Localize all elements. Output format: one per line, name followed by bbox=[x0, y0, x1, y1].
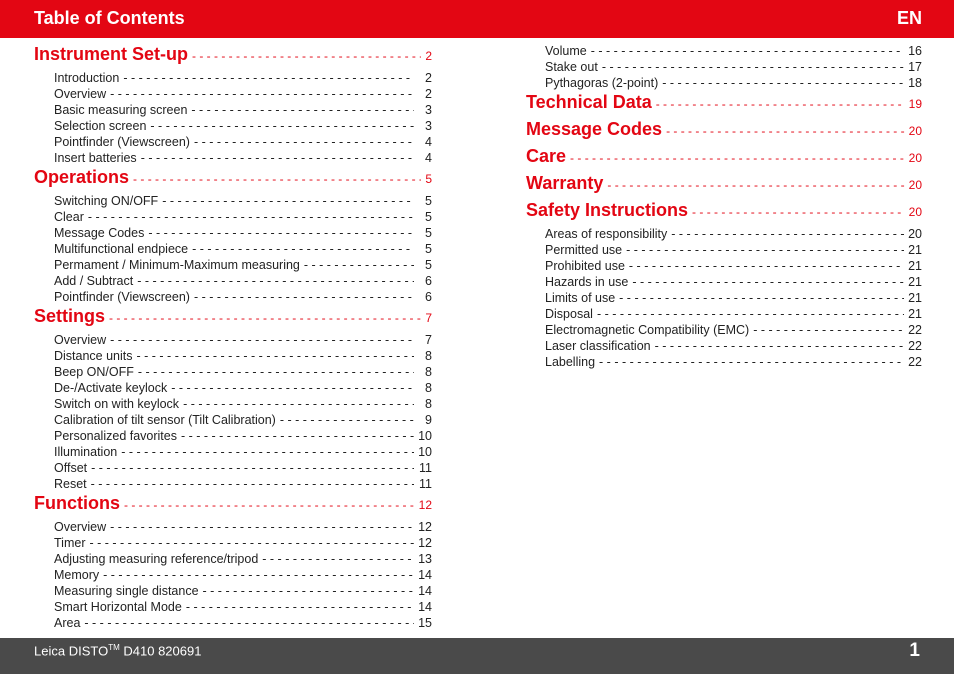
toc-entry[interactable] bbox=[34, 87, 432, 103]
toc-leader bbox=[110, 87, 414, 101]
toc-leader bbox=[655, 339, 904, 353]
toc-entry[interactable] bbox=[526, 243, 922, 259]
page-title: Table of Contents bbox=[34, 8, 185, 28]
toc-entry-title: Basic measuring screen bbox=[54, 103, 188, 117]
toc-entry-title: Overview bbox=[54, 520, 107, 534]
footer-bar bbox=[0, 638, 954, 674]
toc-leader bbox=[192, 49, 421, 63]
toc-leader bbox=[191, 103, 414, 117]
toc-section-heading[interactable] bbox=[34, 167, 432, 194]
toc-leader bbox=[656, 97, 905, 111]
toc-entry-title: De-/Activate keylock bbox=[54, 381, 168, 395]
toc-entry[interactable] bbox=[526, 307, 922, 323]
toc-section-page: 5 bbox=[425, 172, 432, 186]
toc-leader bbox=[150, 119, 414, 133]
toc-section-heading[interactable] bbox=[526, 119, 922, 146]
toc-leader bbox=[124, 498, 415, 512]
toc-entry-title: Limits of use bbox=[545, 291, 616, 305]
toc-entry-title: Personalized favorites bbox=[54, 429, 177, 443]
toc-entry-title: Memory bbox=[54, 568, 100, 582]
toc-section-page: 7 bbox=[425, 311, 432, 325]
toc-section-page: 20 bbox=[908, 151, 922, 165]
toc-entry[interactable] bbox=[34, 536, 432, 552]
toc-entry-title: Permitted use bbox=[545, 243, 623, 257]
toc-entry[interactable] bbox=[34, 290, 432, 306]
toc-leader bbox=[607, 178, 904, 192]
toc-entry-page: 13 bbox=[418, 552, 432, 566]
toc-right-column bbox=[526, 44, 922, 371]
product-name: Leica DISTO bbox=[34, 643, 109, 659]
toc-entry[interactable] bbox=[34, 445, 432, 461]
toc-entry-title: Laser classification bbox=[545, 339, 651, 353]
toc-section-title: Instrument Set-up bbox=[34, 44, 189, 64]
toc-section-title: Technical Data bbox=[526, 92, 652, 112]
toc-leader bbox=[262, 552, 414, 566]
toc-entry-title: Selection screen bbox=[54, 119, 147, 133]
toc-leader bbox=[599, 355, 904, 369]
header-bar bbox=[0, 0, 954, 38]
toc-leader bbox=[91, 461, 414, 475]
toc-entry[interactable] bbox=[34, 194, 432, 210]
toc-entry-page: 4 bbox=[425, 135, 432, 149]
toc-entry-title: Offset bbox=[54, 461, 88, 475]
model-number: D410 820691 bbox=[123, 643, 202, 659]
toc-entry[interactable] bbox=[34, 461, 432, 477]
toc-entry-title: Permament / Minimum-Maximum measuring bbox=[54, 258, 300, 272]
toc-leader bbox=[280, 413, 414, 427]
toc-entry-title: Pythagoras (2-point) bbox=[545, 76, 659, 90]
toc-leader bbox=[181, 429, 414, 443]
toc-entry[interactable] bbox=[34, 71, 432, 87]
toc-entry-page: 5 bbox=[425, 242, 432, 256]
toc-entry-page: 15 bbox=[418, 616, 432, 630]
toc-entry-page: 7 bbox=[425, 333, 432, 347]
toc-entry-title: Electromagnetic Compatibility (EMC) bbox=[545, 323, 750, 337]
toc-entry-page: 11 bbox=[419, 461, 432, 475]
toc-entry[interactable] bbox=[526, 76, 922, 92]
toc-section-title: Care bbox=[526, 146, 567, 166]
toc-entry[interactable] bbox=[34, 616, 432, 632]
toc-leader bbox=[183, 397, 414, 411]
toc-leader bbox=[304, 258, 414, 272]
toc-entry[interactable] bbox=[34, 349, 432, 365]
toc-leader bbox=[194, 290, 414, 304]
toc-entry-page: 21 bbox=[908, 259, 922, 273]
toc-entry-title: Smart Horizontal Mode bbox=[54, 600, 182, 614]
toc-entry[interactable] bbox=[34, 552, 432, 568]
toc-leader bbox=[133, 172, 421, 186]
toc-entry[interactable] bbox=[34, 381, 432, 397]
toc-entry[interactable] bbox=[526, 44, 922, 60]
toc-entry-title: Overview bbox=[54, 87, 107, 101]
toc-section-page: 12 bbox=[418, 498, 432, 512]
toc-entry-page: 9 bbox=[425, 413, 432, 427]
toc-entry-title: Areas of responsibility bbox=[545, 227, 668, 241]
toc-entry[interactable] bbox=[34, 151, 432, 167]
toc-entry-title: Switch on with keylock bbox=[54, 397, 180, 411]
toc-entry[interactable] bbox=[34, 584, 432, 600]
toc-entry-title: Message Codes bbox=[54, 226, 145, 240]
toc-entry-page: 2 bbox=[425, 87, 432, 101]
toc-entry-title: Distance units bbox=[54, 349, 133, 363]
toc-leader bbox=[671, 227, 904, 241]
toc-entry[interactable] bbox=[34, 103, 432, 119]
toc-entry-page: 11 bbox=[419, 477, 432, 491]
toc-entry-page: 8 bbox=[425, 381, 432, 395]
toc-leader bbox=[103, 568, 414, 582]
toc-entry-title: Timer bbox=[54, 536, 86, 550]
toc-section-heading[interactable] bbox=[526, 173, 922, 200]
toc-entry[interactable] bbox=[526, 275, 922, 291]
toc-entry-page: 8 bbox=[425, 349, 432, 363]
toc-entry-page: 18 bbox=[908, 76, 922, 90]
toc-section-page: 20 bbox=[908, 178, 922, 192]
toc-leader bbox=[602, 60, 904, 74]
toc-entry[interactable] bbox=[526, 339, 922, 355]
toc-entry-page: 5 bbox=[425, 194, 432, 208]
toc-entry[interactable] bbox=[34, 258, 432, 274]
toc-section-page: 20 bbox=[908, 205, 922, 219]
toc-leader bbox=[666, 124, 905, 138]
toc-section-title: Operations bbox=[34, 167, 130, 187]
toc-entry-page: 6 bbox=[425, 274, 432, 288]
toc-entry[interactable] bbox=[34, 226, 432, 242]
toc-entry[interactable] bbox=[526, 60, 922, 76]
toc-leader bbox=[629, 259, 904, 273]
toc-entry-title: Disposal bbox=[545, 307, 593, 321]
toc-section-heading[interactable] bbox=[526, 200, 922, 227]
toc-entry-page: 16 bbox=[908, 44, 922, 58]
footer-product-info bbox=[34, 643, 201, 658]
toc-entry-title: Measuring single distance bbox=[54, 584, 199, 598]
toc-entry-page: 3 bbox=[425, 103, 432, 117]
toc-section-heading[interactable] bbox=[34, 306, 432, 333]
toc-entry[interactable] bbox=[34, 365, 432, 381]
toc-entry-title: Insert batteries bbox=[54, 151, 137, 165]
toc-entry[interactable] bbox=[34, 333, 432, 349]
toc-entry[interactable] bbox=[34, 397, 432, 413]
toc-leader bbox=[84, 616, 414, 630]
toc-leader bbox=[192, 242, 414, 256]
toc-leader bbox=[597, 307, 904, 321]
toc-entry-title: Prohibited use bbox=[545, 259, 625, 273]
toc-entry-title: Beep ON/OFF bbox=[54, 365, 134, 379]
toc-entry-title: Clear bbox=[54, 210, 84, 224]
toc-entry-page: 4 bbox=[425, 151, 432, 165]
toc-entry-page: 10 bbox=[418, 429, 432, 443]
toc-entry-page: 10 bbox=[418, 445, 432, 459]
toc-section-title: Settings bbox=[34, 306, 106, 326]
toc-section-page: 19 bbox=[908, 97, 922, 111]
language-code: EN bbox=[896, 8, 922, 28]
toc-entry-page: 22 bbox=[908, 323, 922, 337]
toc-left-column bbox=[34, 44, 432, 632]
toc-entry[interactable] bbox=[526, 227, 922, 243]
toc-entry-page: 20 bbox=[908, 227, 922, 241]
toc-entry-title: Illumination bbox=[54, 445, 118, 459]
toc-leader bbox=[137, 274, 414, 288]
toc-section-title: Functions bbox=[34, 493, 120, 513]
toc-leader bbox=[162, 194, 414, 208]
page-number: 1 bbox=[909, 640, 920, 661]
toc-leader bbox=[619, 291, 904, 305]
toc-entry-page: 17 bbox=[908, 60, 922, 74]
toc-entry[interactable] bbox=[34, 600, 432, 616]
toc-entry-title: Introduction bbox=[54, 71, 120, 85]
toc-entry-title: Adjusting measuring reference/tripod bbox=[54, 552, 259, 566]
trademark-mark: TM bbox=[108, 643, 120, 652]
toc-entry[interactable] bbox=[34, 429, 432, 445]
toc-entry-page: 12 bbox=[418, 520, 432, 534]
toc-leader bbox=[88, 210, 414, 224]
toc-entry-page: 12 bbox=[418, 536, 432, 550]
toc-entry-page: 5 bbox=[425, 210, 432, 224]
toc-entry[interactable] bbox=[34, 520, 432, 536]
toc-entry[interactable] bbox=[34, 242, 432, 258]
toc-section-title: Safety Instructions bbox=[526, 200, 689, 220]
toc-entry-page: 21 bbox=[908, 243, 922, 257]
toc-leader bbox=[109, 311, 421, 325]
toc-entry-title: Overview bbox=[54, 333, 107, 347]
toc-leader bbox=[591, 44, 904, 58]
toc-entry-page: 2 bbox=[425, 71, 432, 85]
toc-section-heading[interactable] bbox=[526, 146, 922, 173]
toc-leader bbox=[626, 243, 904, 257]
toc-entry-page: 21 bbox=[908, 275, 922, 289]
toc-entry-page: 6 bbox=[425, 290, 432, 304]
toc-entry-page: 22 bbox=[908, 355, 922, 369]
toc-section-heading[interactable] bbox=[34, 44, 432, 71]
toc-entry-page: 14 bbox=[418, 568, 432, 582]
toc-entry-page: 22 bbox=[908, 339, 922, 353]
toc-leader bbox=[121, 445, 414, 459]
toc-leader bbox=[632, 275, 904, 289]
toc-leader bbox=[194, 135, 414, 149]
toc-entry-page: 8 bbox=[425, 365, 432, 379]
toc-entry-title: Calibration of tilt sensor (Tilt Calibration) bbox=[54, 413, 276, 427]
toc-entry-page: 14 bbox=[418, 584, 432, 598]
toc-entry-title: Area bbox=[54, 616, 81, 630]
toc-entry-page: 14 bbox=[418, 600, 432, 614]
toc-entry-title: Multifunctional endpiece bbox=[54, 242, 189, 256]
toc-leader bbox=[203, 584, 414, 598]
toc-entry-page: 21 bbox=[908, 307, 922, 321]
toc-leader bbox=[138, 365, 414, 379]
toc-leader bbox=[123, 71, 414, 85]
toc-entry-page: 3 bbox=[425, 119, 432, 133]
toc-entry[interactable] bbox=[34, 413, 432, 429]
toc-section-title: Message Codes bbox=[526, 119, 663, 139]
toc-entry[interactable] bbox=[34, 135, 432, 151]
toc-leader bbox=[171, 381, 414, 395]
toc-entry[interactable] bbox=[526, 291, 922, 307]
toc-leader bbox=[137, 349, 414, 363]
toc-entry-title: Volume bbox=[545, 44, 587, 58]
toc-leader bbox=[148, 226, 414, 240]
toc-section-page: 20 bbox=[908, 124, 922, 138]
toc-entry-page: 8 bbox=[425, 397, 432, 411]
toc-section-heading[interactable] bbox=[34, 493, 432, 520]
toc-entry-title: Reset bbox=[54, 477, 87, 491]
toc-entry-title: Labelling bbox=[545, 355, 596, 369]
toc-entry[interactable] bbox=[34, 119, 432, 135]
toc-leader bbox=[141, 151, 414, 165]
toc-leader bbox=[186, 600, 414, 614]
toc-leader bbox=[692, 205, 905, 219]
toc-entry[interactable] bbox=[526, 323, 922, 339]
toc-leader bbox=[662, 76, 904, 90]
toc-section-title: Warranty bbox=[526, 173, 604, 193]
toc-entry[interactable] bbox=[34, 210, 432, 226]
toc-entry-title: Hazards in use bbox=[545, 275, 629, 289]
toc-entry[interactable] bbox=[34, 274, 432, 290]
toc-leader bbox=[89, 536, 414, 550]
toc-entry[interactable] bbox=[526, 259, 922, 275]
toc-leader bbox=[91, 477, 414, 491]
toc-entry-page: 5 bbox=[425, 226, 432, 240]
toc-section-heading[interactable] bbox=[526, 92, 922, 119]
toc-entry-page: 5 bbox=[425, 258, 432, 272]
toc-section-page: 2 bbox=[425, 49, 432, 63]
toc-leader bbox=[753, 323, 904, 337]
toc-entry[interactable] bbox=[34, 568, 432, 584]
toc-entry-title: Add / Subtract bbox=[54, 274, 134, 288]
toc-entry[interactable] bbox=[526, 355, 922, 371]
toc-entry-title: Pointfinder (Viewscreen) bbox=[54, 290, 190, 304]
toc-leader bbox=[570, 151, 905, 165]
toc-entry-title: Stake out bbox=[545, 60, 598, 74]
toc-leader bbox=[110, 333, 414, 347]
toc-entry-title: Switching ON/OFF bbox=[54, 194, 159, 208]
toc-entry-title: Pointfinder (Viewscreen) bbox=[54, 135, 190, 149]
toc-leader bbox=[110, 520, 414, 534]
toc-entry[interactable] bbox=[34, 477, 432, 493]
toc-entry-page: 21 bbox=[908, 291, 922, 305]
